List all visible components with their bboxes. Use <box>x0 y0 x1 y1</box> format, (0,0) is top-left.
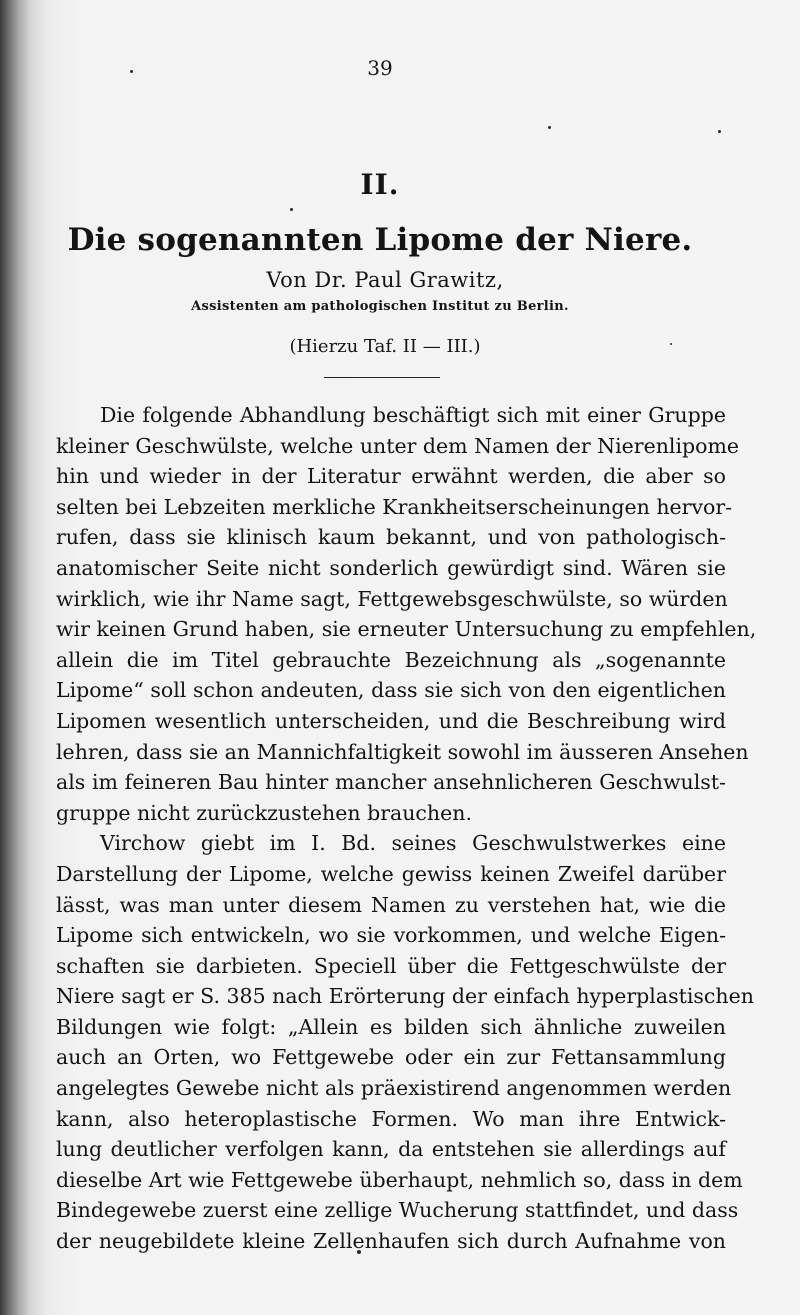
text-line: rufen, dass sie klinisch kaum bekannt, und von pathologisch- <box>56 525 726 550</box>
text-line: kann, also heteroplastische Formen. Wo man ihre Entwick- <box>56 1106 726 1131</box>
text-line: der neugebildete kleine Zellenhaufen sich durch Aufnahme von <box>56 1229 726 1254</box>
text-line: Bildungen wie folgt: „Allein es bilden sich ähnliche zuweilen <box>56 1014 726 1039</box>
body-text <box>56 400 757 1257</box>
text-line: dieselbe Art wie Fettgewebe überhaupt, nehmlich so, dass in dem <box>56 1167 743 1192</box>
text-line: lehren, dass sie an Mannichfaltigkeit sowohl im äusseren Ansehen <box>56 739 749 764</box>
text-line: lässt, was man unter diesem Namen zu verstehen hat, wie die <box>56 892 726 917</box>
text-line: Lipome“ soll schon andeuten, dass sie sich von den eigentlichen <box>56 678 726 703</box>
text-line: Die folgende Abhandlung beschäftigt sich mit einer Gruppe <box>100 403 726 427</box>
text-line: kleiner Geschwülste, welche unter dem Namen der Nierenlipome <box>56 433 740 458</box>
plates-reference: (Hierzu Taf. II — III.) <box>289 336 481 357</box>
speck <box>718 130 721 133</box>
text-line: wirklich, wie ihr Name sagt, Fettgewebsgeschwülste, so würden <box>56 586 728 611</box>
text-line: lung deutlicher verfolgen kann, da entstehen sie allerdings auf <box>56 1137 726 1162</box>
text-line: als im feineren Bau hinter mancher ansehnlicheren Geschwulst- <box>56 770 726 795</box>
text-line: Niere sagt er S. 385 nach Erörterung der einfach hyperplastischen <box>56 984 754 1009</box>
text-line: hin und wieder in der Literatur erwähnt werden, die aber so <box>56 464 726 489</box>
text-line: auch an Orten, wo Fettgewebe oder ein zur Fettansammlung <box>56 1045 726 1070</box>
page-number: 39 <box>367 56 393 80</box>
speck <box>290 208 293 211</box>
text-line: gruppe nicht zurückzustehen brauchen. <box>56 800 472 825</box>
text-line: Darstellung der Lipome, welche gewiss keinen Zweifel darüber <box>56 861 726 886</box>
section-numeral: II. <box>360 168 400 201</box>
text-line: anatomischer Seite nicht sonderlich gewürdigt sind. Wären sie <box>56 555 726 580</box>
text-line: wir keinen Grund haben, sie erneuter Untersuchung zu empfehlen, <box>56 617 757 642</box>
text-line: Virchow giebt im I. Bd. seines Geschwulstwerkes eine <box>100 831 726 856</box>
article-title: Die sogenannten Lipome der Niere. <box>67 222 693 258</box>
author-byline: Von Dr. Paul Grawitz, <box>266 268 504 292</box>
text-line: selten bei Lebzeiten merkliche Krankheitserscheinungen hervor- <box>56 494 733 519</box>
author-affiliation: Assistenten am pathologischen Institut zu Berlin. <box>191 299 569 314</box>
speck <box>548 126 551 129</box>
text-line: Bindegewebe zuerst eine zellige Wucherung stattfindet, und dass <box>56 1198 739 1223</box>
text-line: angelegtes Gewebe nicht als präexistirend angenommen werden <box>56 1076 732 1101</box>
text-line: allein die im Titel gebrauchte Bezeichnung als „sogenannte <box>56 647 726 672</box>
text-line: schaften sie darbieten. Speciell über die Fettgeschwülste der <box>56 953 726 978</box>
title-divider <box>324 377 440 378</box>
text-line: Lipome sich entwickeln, wo sie vorkommen, und welche Eigen- <box>56 923 726 948</box>
text-line: Lipomen wesentlich unterscheiden, und die Beschreibung wird <box>56 708 726 733</box>
